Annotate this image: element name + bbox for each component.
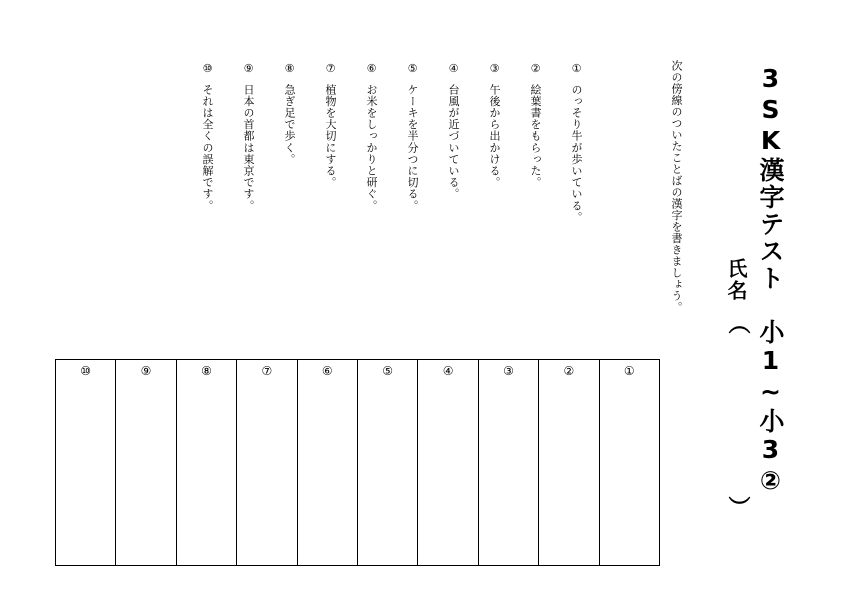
question-text: 日本の首都は東京です。 bbox=[242, 83, 255, 212]
answer-cell-9[interactable] bbox=[115, 360, 175, 565]
name-paren-close: ） bbox=[725, 496, 750, 518]
answer-cell-10[interactable] bbox=[56, 360, 115, 565]
question-text: 絵葉書をもらった。 bbox=[529, 83, 542, 189]
question-8 bbox=[281, 62, 297, 165]
question-number: ④ bbox=[447, 62, 460, 76]
question-3 bbox=[486, 62, 502, 188]
question-text: 植物を大切にする。 bbox=[324, 83, 337, 189]
answer-table bbox=[55, 359, 660, 566]
answer-cell-7[interactable] bbox=[236, 360, 296, 565]
worksheet-title: 3SK漢字テスト 小1~小3② bbox=[756, 64, 785, 497]
answer-cell-number: ③ bbox=[503, 364, 514, 378]
answer-cell-number: ⑥ bbox=[321, 364, 333, 378]
question-2 bbox=[527, 62, 543, 188]
answer-cell-6[interactable] bbox=[297, 360, 357, 565]
question-number: ⑧ bbox=[283, 62, 296, 76]
question-text: 台風が近づいている。 bbox=[447, 83, 460, 200]
answer-cell-number: ⑤ bbox=[382, 364, 394, 378]
question-4 bbox=[445, 62, 461, 200]
question-9 bbox=[240, 62, 256, 211]
answer-cell-number: ④ bbox=[442, 364, 454, 378]
question-number: ⑨ bbox=[242, 62, 255, 76]
question-text: それは全くの誤解です。 bbox=[201, 83, 214, 212]
answer-cell-number: ① bbox=[623, 364, 635, 378]
answer-cell-number: ⑦ bbox=[261, 364, 273, 378]
question-number: ⑦ bbox=[324, 62, 337, 76]
answer-cell-5[interactable] bbox=[357, 360, 417, 565]
question-1 bbox=[568, 62, 584, 223]
question-number: ① bbox=[570, 62, 583, 76]
answer-cell-number: ② bbox=[563, 364, 575, 378]
answer-cell-number: ⑨ bbox=[140, 364, 152, 378]
question-text: ケーキを半分つに切る。 bbox=[406, 83, 419, 212]
question-5 bbox=[404, 62, 420, 211]
answer-cell-4[interactable] bbox=[417, 360, 477, 565]
question-text: 急ぎ足で歩く。 bbox=[283, 83, 296, 165]
instruction-text: 次の傍線のついたことばの漢字を書きましょう。 bbox=[670, 60, 683, 313]
question-text: のっそり牛が歩いている。 bbox=[570, 83, 583, 223]
question-number: ② bbox=[529, 62, 542, 76]
question-10 bbox=[199, 62, 215, 211]
answer-cell-number: ⑧ bbox=[201, 364, 212, 378]
answer-cell-1[interactable] bbox=[599, 360, 659, 565]
name-paren-open: （ bbox=[725, 312, 750, 334]
answer-cell-2[interactable] bbox=[538, 360, 598, 565]
answer-cell-number: ⑩ bbox=[80, 364, 92, 378]
question-number: ③ bbox=[488, 62, 501, 76]
question-number: ⑤ bbox=[406, 62, 419, 76]
question-6 bbox=[363, 62, 379, 211]
question-number: ⑩ bbox=[201, 62, 214, 76]
question-text: 午後から出かける。 bbox=[488, 83, 501, 189]
answer-cell-3[interactable] bbox=[478, 360, 538, 565]
question-7 bbox=[322, 62, 338, 188]
question-text: お米をしっかりと研ぐ。 bbox=[365, 83, 378, 212]
name-label: 氏名 bbox=[724, 258, 748, 302]
answer-cell-8[interactable] bbox=[176, 360, 236, 565]
question-number: ⑥ bbox=[365, 62, 378, 76]
